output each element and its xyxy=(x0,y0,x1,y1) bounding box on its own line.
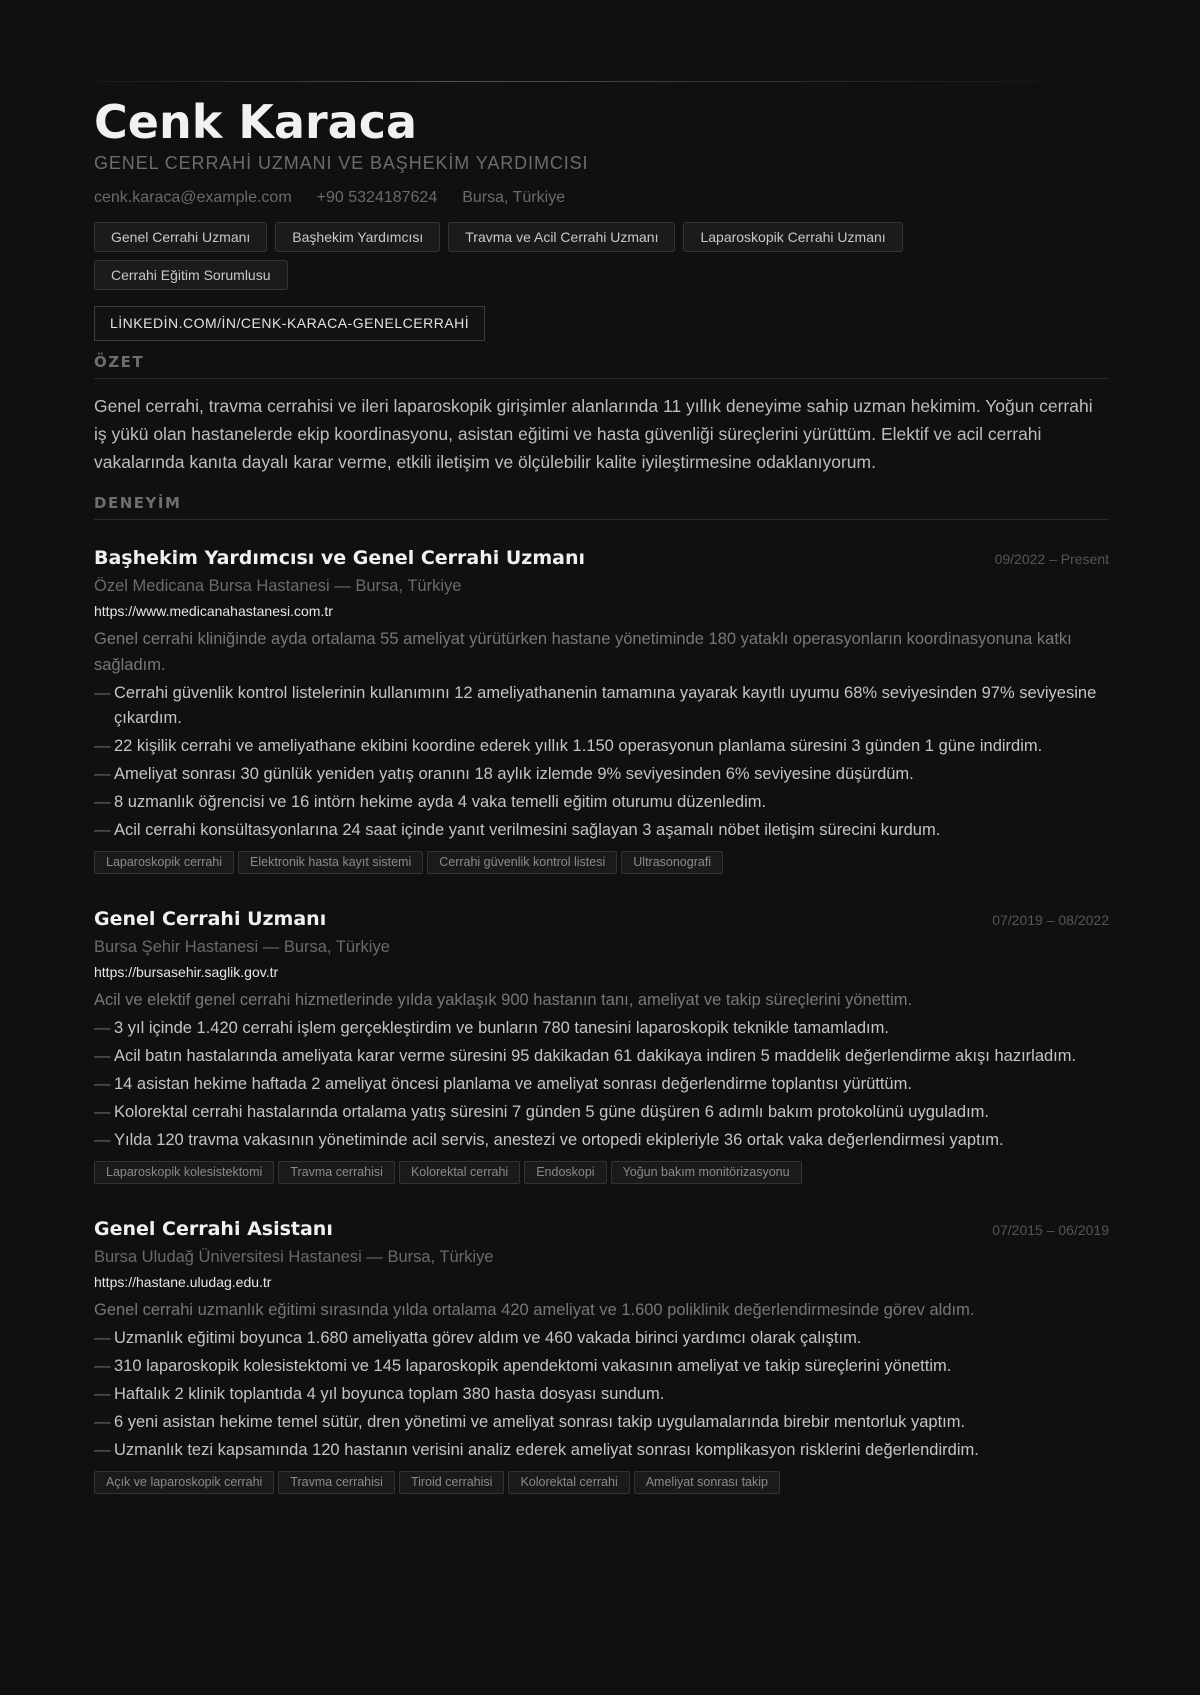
job-achievements xyxy=(94,1326,1109,1463)
title-badge: Laparoskopik Cerrahi Uzmanı xyxy=(683,222,902,252)
skill-tag: Kolorektal cerrahi xyxy=(508,1471,629,1494)
skill-tag: Elektronik hasta kayıt sistemi xyxy=(238,851,423,874)
job-url[interactable]: https://hastane.uludag.edu.tr xyxy=(94,1274,272,1290)
skill-tag: Açık ve laparoskopik cerrahi xyxy=(94,1471,274,1494)
job-title: Başhekim Yardımcısı ve Genel Cerrahi Uzmanı xyxy=(94,547,586,569)
job-organization: Bursa Şehir Hastanesi — Bursa, Türkiye xyxy=(94,938,390,956)
section-title-experience: DENEYİM xyxy=(94,494,1109,520)
resume-content xyxy=(94,93,1109,1494)
person-role: GENEL CERRAHİ UZMANI VE BAŞHEKİM YARDIMCISI xyxy=(94,153,589,173)
skill-tag: Endoskopi xyxy=(524,1161,606,1184)
summary-section xyxy=(94,353,1109,476)
achievement-item: — 8 uzmanlık öğrencisi ve 16 intörn hekime ayda 4 vaka temelli eğitim oturumu düzenledim. xyxy=(94,790,1109,815)
job-achievements xyxy=(94,1016,1109,1153)
skill-tag: Laparoskopik cerrahi xyxy=(94,851,234,874)
skill-tag: Travma cerrahisi xyxy=(278,1471,395,1494)
contact-location: Bursa, Türkiye xyxy=(462,189,566,206)
contact-email[interactable]: cenk.karaca@example.com xyxy=(94,189,292,206)
title-badges xyxy=(94,222,994,290)
job-description: Genel cerrahi kliniğinde ayda ortalama 55 ameliyat yürütürken hastane yönetiminde 180 yataklı operasyonların koordinasyonuna katkı sağladım. xyxy=(94,630,1072,674)
job-organization: Özel Medicana Bursa Hastanesi — Bursa, Türkiye xyxy=(94,577,462,595)
section-title-summary: ÖZET xyxy=(94,353,1109,379)
resume-page xyxy=(1,1,1199,1694)
resume-header xyxy=(94,93,1109,341)
job-header xyxy=(94,1216,1109,1242)
job-entry xyxy=(94,545,1109,874)
job-organization: Bursa Uludağ Üniversitesi Hastanesi — Bursa, Türkiye xyxy=(94,1248,494,1266)
job-entry xyxy=(94,906,1109,1184)
title-badge: Cerrahi Eğitim Sorumlusu xyxy=(94,260,288,290)
achievement-item: — Yılda 120 travma vakasının yönetiminde acil servis, anestezi ve ortopedi ekipleriyle 36 ortak vaka değerlendirmesi yaptım. xyxy=(94,1128,1109,1153)
achievement-item: — Cerrahi güvenlik kontrol listelerinin kullanımını 12 ameliyathanenin tamamına yayarak kayıtlı uyumu 68% seviyesinden 97% seviyesine çıkardım. xyxy=(94,681,1109,731)
achievement-item: — 14 asistan hekime haftada 2 ameliyat öncesi planlama ve ameliyat sonrası değerlendirme toplantısı yürüttüm. xyxy=(94,1072,1109,1097)
job-header xyxy=(94,545,1109,571)
summary-text: Genel cerrahi, travma cerrahisi ve ileri laparoskopik girişimler alanlarında 11 yıllık deneyime sahip uzman hekimim. Yoğun cerrahi iş yükü olan hastanelerde ekip koordinasyonu, asistan eğitimi ve hasta güvenliği süreçlerini yürüttüm. Elektif ve acil cerrahi vakalarında kanıta dayalı karar verme, etkili iletişim ve ölçülebilir kalite iyileştirmesine odaklanıyorum. xyxy=(94,396,1093,472)
skill-tags xyxy=(94,851,1109,874)
job-url[interactable]: https://bursasehir.saglik.gov.tr xyxy=(94,964,279,980)
skill-tag: Travma cerrahisi xyxy=(278,1161,395,1184)
achievement-item: — 3 yıl içinde 1.420 cerrahi işlem gerçekleştirdim ve bunların 780 tanesini laparoskopik teknikle tamamladım. xyxy=(94,1016,1109,1041)
contact-line xyxy=(94,187,1109,209)
job-url[interactable]: https://www.medicanahastanesi.com.tr xyxy=(94,603,333,619)
skill-tags xyxy=(94,1161,1109,1184)
person-name: Cenk Karaca xyxy=(94,95,418,149)
achievement-item: — 310 laparoskopik kolesistektomi ve 145 laparoskopik apendektomi vakasının ameliyat ve takip süreçlerini yönettim. xyxy=(94,1354,1109,1379)
achievement-item: — Haftalık 2 klinik toplantıda 4 yıl boyunca toplam 380 hasta dosyası sundum. xyxy=(94,1382,1109,1407)
experience-section xyxy=(94,494,1109,1494)
achievement-item: — Uzmanlık eğitimi boyunca 1.680 ameliyatta görev aldım ve 460 vakada birinci yardımcı olarak çalıştım. xyxy=(94,1326,1109,1351)
skill-tag: Cerrahi güvenlik kontrol listesi xyxy=(427,851,617,874)
achievement-item: — 22 kişilik cerrahi ve ameliyathane ekibini koordine ederek yıllık 1.150 operasyonun planlama süresini 3 günden 1 güne indirdim. xyxy=(94,734,1109,759)
job-date: 07/2015 – 06/2019 xyxy=(992,1222,1109,1238)
achievement-item: — 6 yeni asistan hekime temel sütür, dren yönetimi ve ameliyat sonrası takip uygulamalarında birebir mentorluk yaptım. xyxy=(94,1410,1109,1435)
achievement-item: — Uzmanlık tezi kapsamında 120 hastanın verisini analiz ederek ameliyat sonrası komplikasyon risklerini değerlendirdim. xyxy=(94,1438,1109,1463)
job-achievements xyxy=(94,681,1109,843)
job-title: Genel Cerrahi Asistanı xyxy=(94,1218,333,1240)
achievement-item: — Kolorektal cerrahi hastalarında ortalama yatış süresini 7 günden 5 güne düşüren 6 adımlı bakım protokolünü uyguladım. xyxy=(94,1100,1109,1125)
skill-tag: Ultrasonografi xyxy=(621,851,723,874)
linkedin-link[interactable]: LİNKEDİN.COM/İN/CENK-KARACA-GENELCERRAHİ xyxy=(94,306,485,341)
title-badge: Genel Cerrahi Uzmanı xyxy=(94,222,267,252)
job-date: 07/2019 – 08/2022 xyxy=(992,912,1109,928)
skill-tags xyxy=(94,1471,1109,1494)
title-badge: Travma ve Acil Cerrahi Uzmanı xyxy=(448,222,675,252)
achievement-item: — Ameliyat sonrası 30 günlük yeniden yatış oranını 18 aylık izlemde 9% seviyesinden 6% seviyesine düşürdüm. xyxy=(94,762,1109,787)
job-entry xyxy=(94,1216,1109,1494)
job-description: Genel cerrahi uzmanlık eğitimi sırasında yılda ortalama 420 ameliyat ve 1.600 poliklinik değerlendirmesinde görev aldım. xyxy=(94,1301,975,1319)
top-divider xyxy=(94,81,1106,82)
job-header xyxy=(94,906,1109,932)
skill-tag: Yoğun bakım monitörizasyonu xyxy=(611,1161,802,1184)
skill-tag: Tiroid cerrahisi xyxy=(399,1471,505,1494)
skill-tag: Kolorektal cerrahi xyxy=(399,1161,520,1184)
skill-tag: Laparoskopik kolesistektomi xyxy=(94,1161,274,1184)
job-description: Acil ve elektif genel cerrahi hizmetlerinde yılda yaklaşık 900 hastanın tanı, ameliyat ve takip süreçlerini yönettim. xyxy=(94,991,913,1009)
job-title: Genel Cerrahi Uzmanı xyxy=(94,908,327,930)
contact-phone[interactable]: +90 5324187624 xyxy=(316,189,438,206)
job-date: 09/2022 – Present xyxy=(994,551,1109,567)
achievement-item: — Acil cerrahi konsültasyonlarına 24 saat içinde yanıt verilmesini sağlayan 3 aşamalı nöbet iletişim sürecini kurdum. xyxy=(94,818,1109,843)
skill-tag: Ameliyat sonrası takip xyxy=(634,1471,780,1494)
achievement-item: — Acil batın hastalarında ameliyata karar verme süresini 95 dakikadan 61 dakikaya indiren 5 maddelik değerlendirme akışı hazırladım. xyxy=(94,1044,1109,1069)
title-badge: Başhekim Yardımcısı xyxy=(275,222,440,252)
